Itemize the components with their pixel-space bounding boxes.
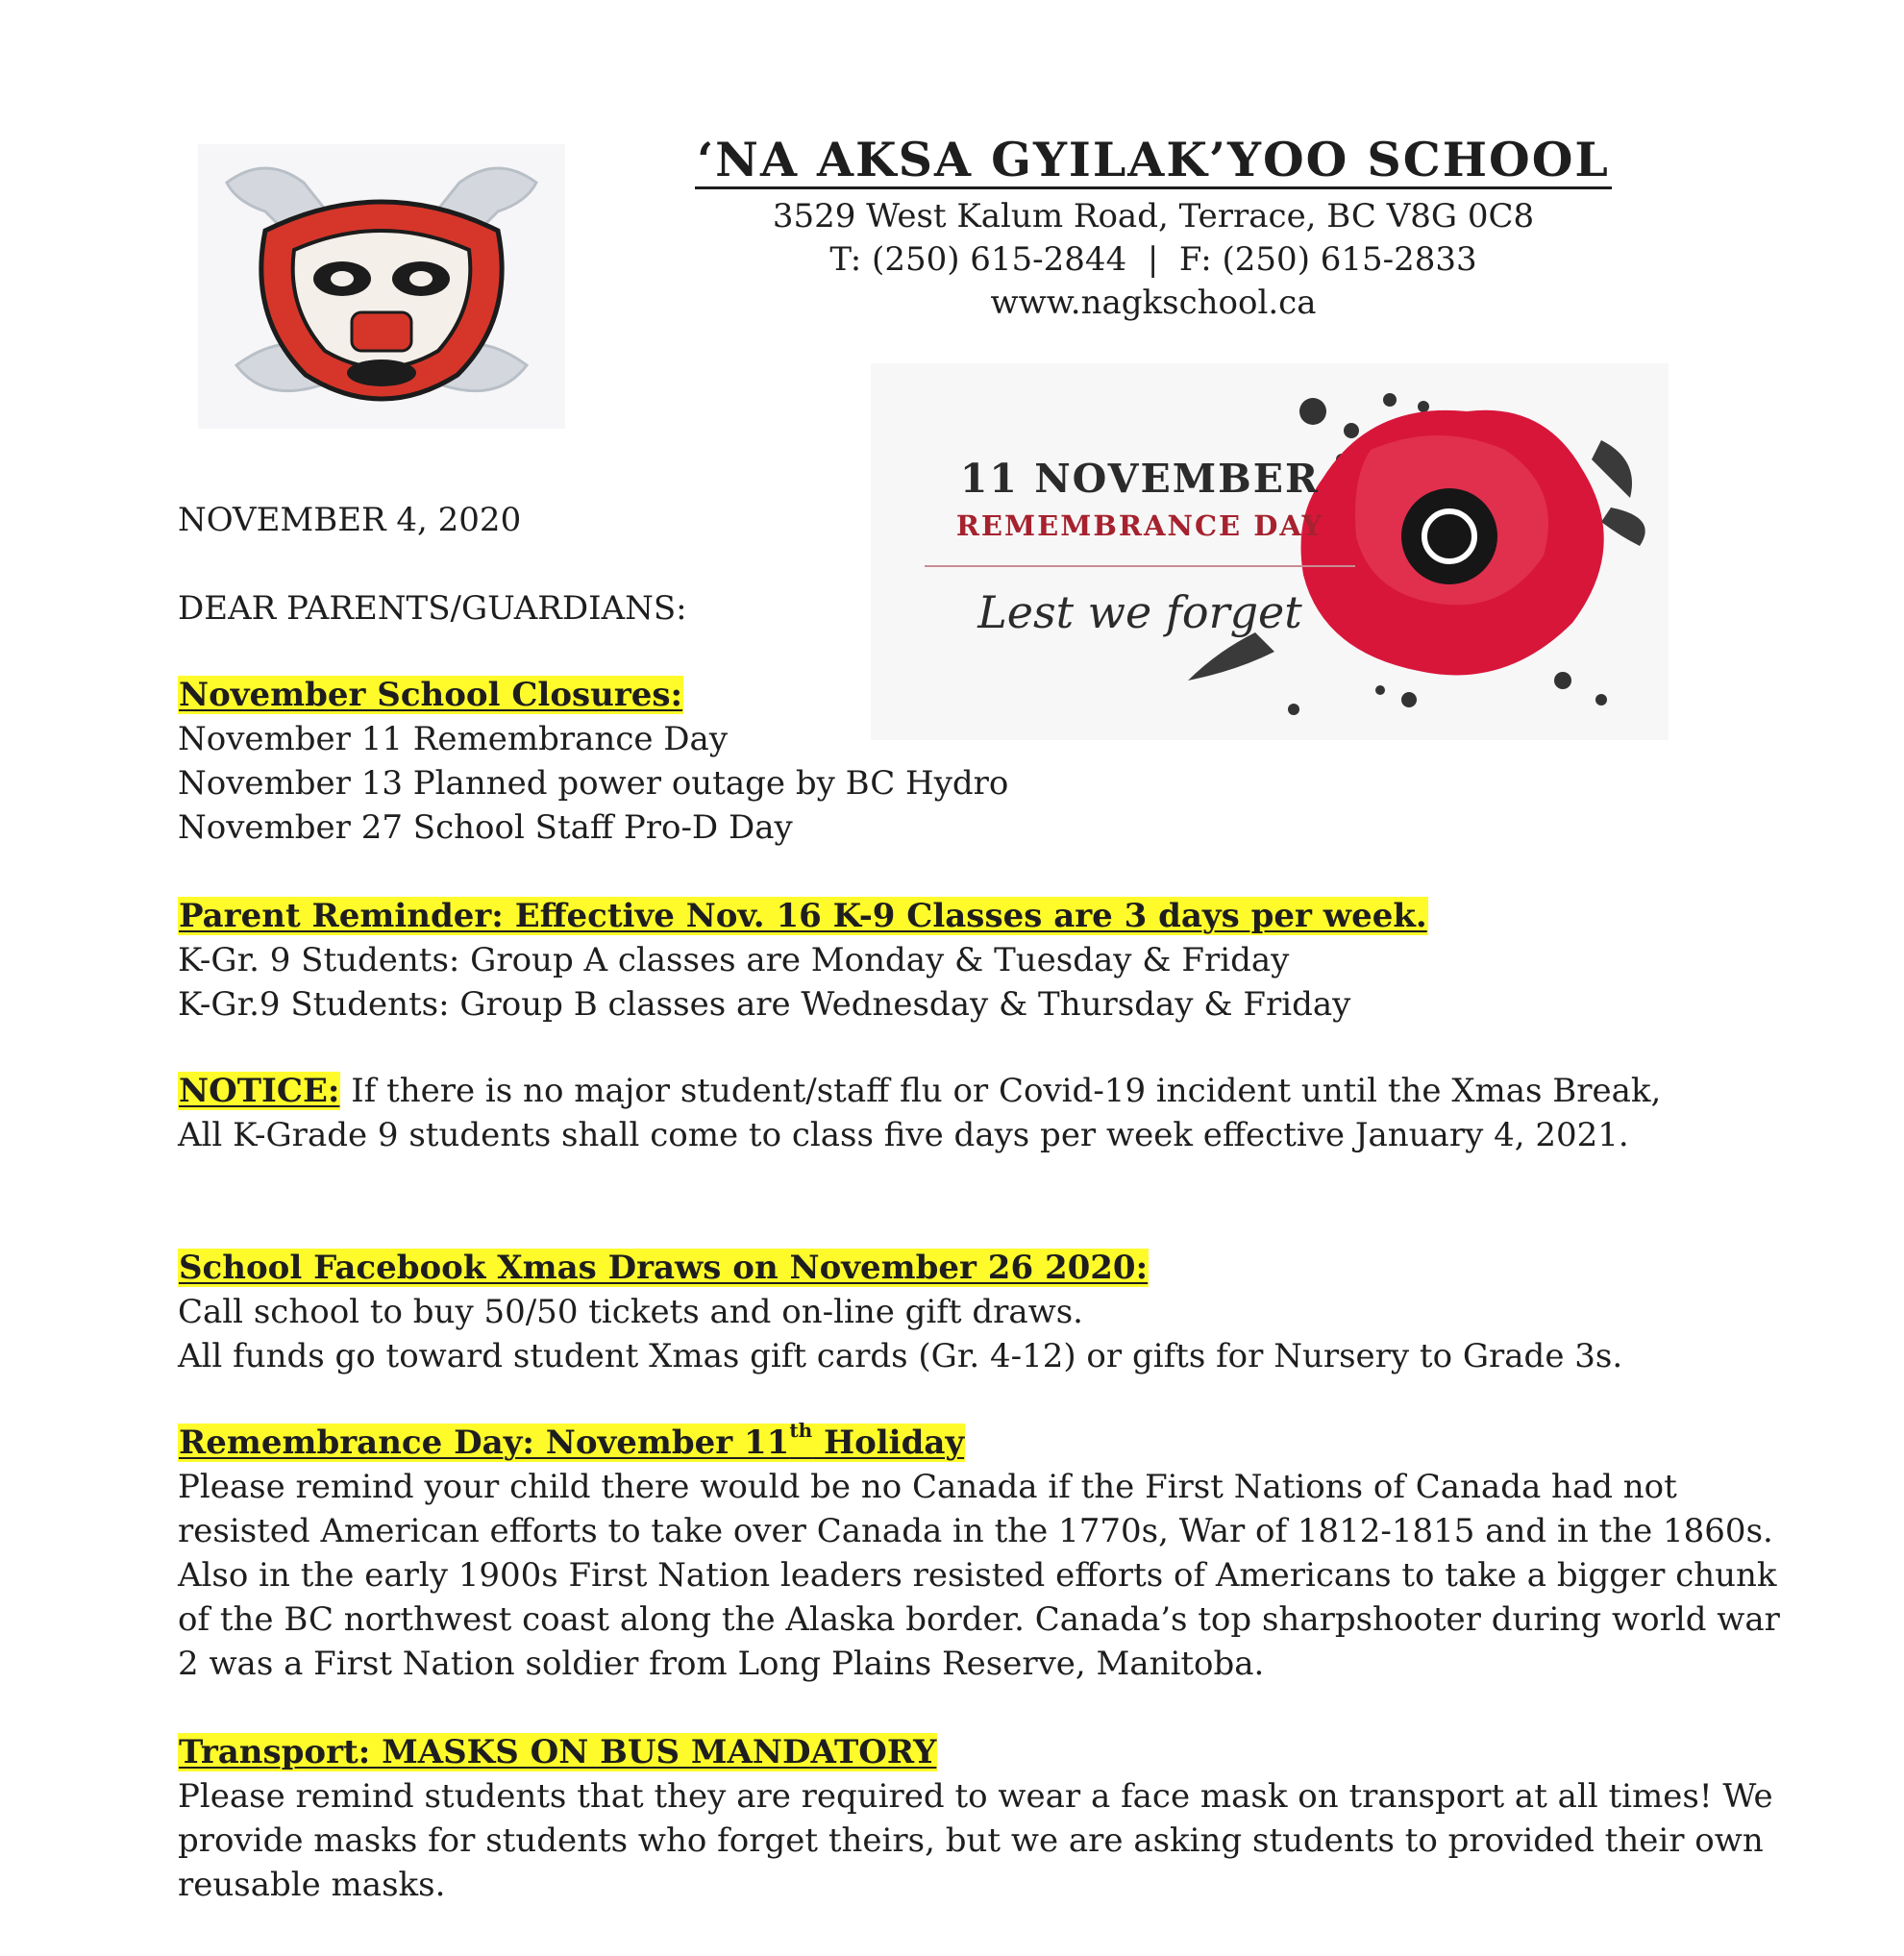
draws-section <box>178 1246 1716 1378</box>
remembrance-line: Also in the early 1900s First Nation leaders resisted efforts of Americans to take a bigger chunk <box>178 1556 1777 1595</box>
remembrance-line: 2 was a First Nation soldier from Long Plains Reserve, Manitoba. <box>178 1645 1265 1683</box>
closure-line: November 11 Remembrance Day <box>178 720 729 758</box>
school-address: 3529 West Kalum Road, Terrace, BC V8G 0C8 <box>772 197 1535 236</box>
remembrance-line: of the BC northwest coast along the Alaska border. Canada’s top sharpshooter during world war <box>178 1600 1780 1639</box>
reminder-line: K-Gr. 9 Students: Group A classes are Monday & Tuesday & Friday <box>178 941 1290 979</box>
transport-line: Please remind students that they are required to wear a face mask on transport at all times! We <box>178 1777 1773 1816</box>
remembrance-line: resisted American efforts to take over Canada in the 1770s, War of 1812-1815 and in the 1860s. <box>178 1512 1773 1550</box>
banner-title: REMEMBRANCE DAY <box>955 509 1324 542</box>
remembrance-section <box>178 1419 1780 1686</box>
transport-section <box>178 1730 1773 1907</box>
school-phone-fax: T: (250) 615-2844 | F: (250) 615-2833 <box>829 240 1477 280</box>
remembrance-heading: Remembrance Day: November 11th Holiday <box>179 1419 965 1462</box>
draws-line: Call school to buy 50/50 tickets and on-line gift draws. <box>178 1293 1083 1331</box>
notice-line: All K-Grade 9 students shall come to class five days per week effective January 4, 2021. <box>178 1116 1629 1154</box>
notice-section <box>178 1069 1716 1157</box>
reminder-heading: Parent Reminder: Effective Nov. 16 K-9 Classes are 3 days per week. <box>179 897 1427 935</box>
banner-date: 11 NOVEMBER <box>959 456 1321 502</box>
salutation: DEAR PARENTS/GUARDIANS: <box>178 589 687 628</box>
closure-line: November 27 School Staff Pro-D Day <box>178 808 793 847</box>
closure-line: November 13 Planned power outage by BC Hydro <box>178 764 1009 803</box>
school-logo <box>198 144 565 429</box>
school-website[interactable]: www.nagkschool.ca <box>990 284 1317 323</box>
transport-heading: Transport: MASKS ON BUS MANDATORY <box>179 1733 937 1771</box>
reminder-section <box>178 894 1716 1027</box>
banner-divider <box>925 565 1355 567</box>
notice-label: NOTICE: <box>179 1072 340 1110</box>
closures-heading: November School Closures: <box>179 676 683 714</box>
letter-date: NOVEMBER 4, 2020 <box>178 501 522 539</box>
draws-heading: School Facebook Xmas Draws on November 26 2020: <box>179 1249 1149 1287</box>
notice-text: If there is no major student/staff flu or Covid-19 incident until the Xmas Break, <box>340 1072 1662 1110</box>
transport-line: provide masks for students who forget theirs, but we are asking students to provided their own <box>178 1821 1764 1860</box>
school-name: ‘NA AKSA GYILAK’YOO SCHOOL <box>695 133 1612 189</box>
closures-section <box>178 673 1716 850</box>
transport-line: reusable masks. <box>178 1866 446 1904</box>
remembrance-line: Please remind your child there would be no Canada if the First Nations of Canada had not <box>178 1468 1677 1506</box>
banner-script: Lest we forget <box>977 586 1302 638</box>
letterhead <box>692 133 1615 325</box>
draws-line: All funds go toward student Xmas gift cards (Gr. 4-12) or gifts for Nursery to Grade 3s. <box>178 1337 1623 1375</box>
reminder-line: K-Gr.9 Students: Group B classes are Wednesday & Thursday & Friday <box>178 985 1351 1024</box>
